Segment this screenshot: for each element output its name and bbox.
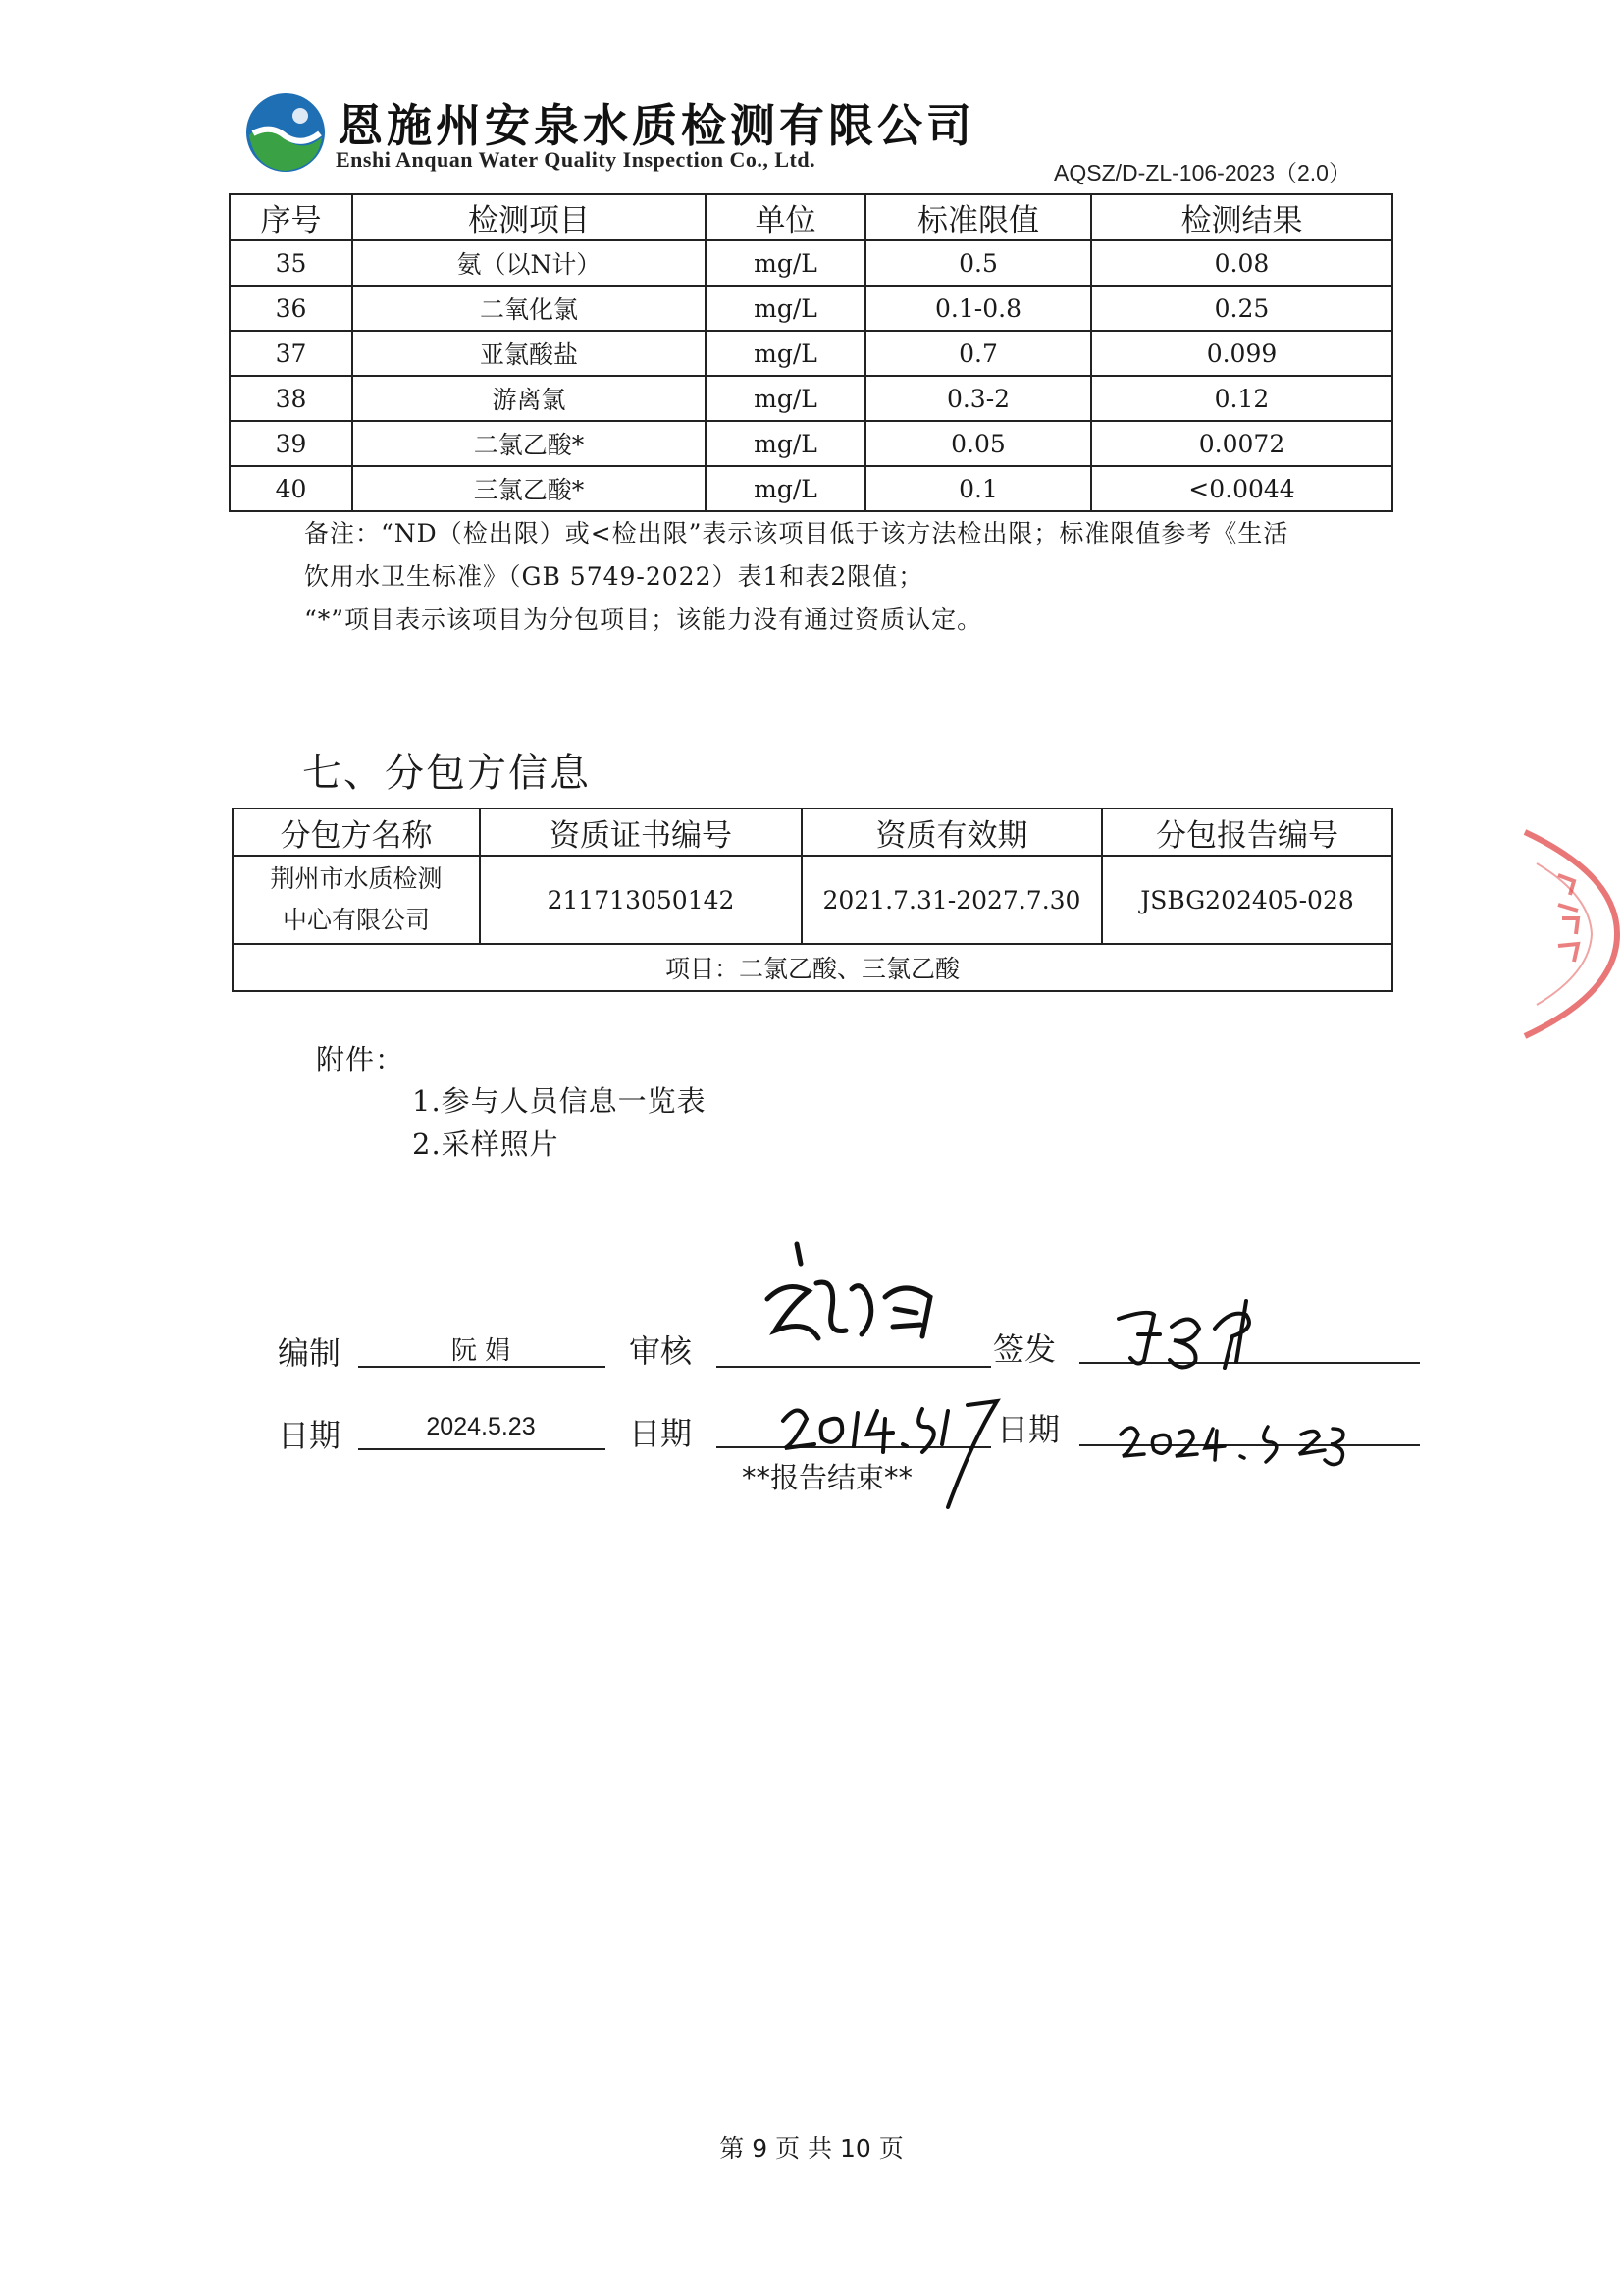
sub-name-line-2: 中心有限公司 bbox=[282, 906, 430, 934]
header-validity: 资质有效期 bbox=[802, 809, 1102, 856]
review-date-label: 日期 bbox=[629, 1415, 693, 1452]
page-footer: 第 9 页 共 10 页 bbox=[719, 2134, 904, 2163]
cell-result: 0.12 bbox=[1091, 376, 1392, 421]
attachment-item: 2.采样照片 bbox=[412, 1127, 559, 1161]
reviewer-signature-icon bbox=[738, 1240, 973, 1378]
issuer-signature-icon bbox=[1109, 1289, 1285, 1378]
subcontract-header-row bbox=[233, 809, 1392, 856]
attachment-item: 1.参与人员信息一览表 bbox=[412, 1084, 707, 1118]
cell-unit: mg/L bbox=[706, 376, 865, 421]
header-cert-no: 资质证书编号 bbox=[480, 809, 802, 856]
issue-label: 签发 bbox=[993, 1331, 1057, 1368]
issue-date-label: 日期 bbox=[997, 1411, 1061, 1448]
table-row bbox=[233, 856, 1392, 944]
sub-name-line-1: 荆州市水质检测 bbox=[270, 864, 443, 893]
cell-report-no: JSBG202405-028 bbox=[1102, 856, 1392, 944]
document-code: AQSZ/D-ZL-106-2023（2.0） bbox=[1054, 160, 1351, 185]
cell-unit: mg/L bbox=[706, 466, 865, 511]
cell-index: 38 bbox=[230, 376, 352, 421]
cell-unit: mg/L bbox=[706, 331, 865, 376]
note-line-2: 饮用水卫生标准》（GB 5749-2022）表1和表2限值； bbox=[304, 562, 924, 591]
table-row bbox=[230, 376, 1392, 421]
table-row bbox=[230, 286, 1392, 331]
company-name-cn: 恩施州安泉水质检测有限公司 bbox=[338, 99, 975, 152]
header-item: 检测项目 bbox=[352, 194, 706, 240]
cell-item: 游离氯 bbox=[352, 376, 706, 421]
cell-index: 35 bbox=[230, 240, 352, 286]
table-row bbox=[230, 466, 1392, 511]
header-result: 检测结果 bbox=[1091, 194, 1392, 240]
note-line-1: 备注：“ND（检出限）或<检出限”表示该项目低于该方法检出限；标准限值参考《生活 bbox=[304, 519, 1289, 548]
header-sub-name: 分包方名称 bbox=[233, 809, 480, 856]
cell-item: 三氯乙酸* bbox=[352, 466, 706, 511]
header-limit: 标准限值 bbox=[865, 194, 1091, 240]
table-row bbox=[230, 331, 1392, 376]
cell-result: 0.099 bbox=[1091, 331, 1392, 376]
cell-limit: 0.3-2 bbox=[865, 376, 1091, 421]
attachments-label: 附件： bbox=[316, 1043, 405, 1076]
company-name-en: Enshi Anquan Water Quality Inspection Co., Ltd. bbox=[336, 147, 816, 172]
subcontract-table bbox=[232, 808, 1393, 992]
cell-result: <0.0044 bbox=[1091, 466, 1392, 511]
cell-unit: mg/L bbox=[706, 240, 865, 286]
cell-item: 亚氯酸盐 bbox=[352, 331, 706, 376]
cell-result: 0.08 bbox=[1091, 240, 1392, 286]
subcontract-section-title: 七、分包方信息 bbox=[302, 751, 591, 796]
cell-items: 项目：二氯乙酸、三氯乙酸 bbox=[233, 944, 1392, 991]
cell-result: 0.0072 bbox=[1091, 421, 1392, 466]
table-row bbox=[230, 240, 1392, 286]
header-index: 序号 bbox=[230, 194, 352, 240]
table-row bbox=[233, 944, 1392, 991]
compile-date: 2024.5.23 bbox=[426, 1413, 536, 1440]
cell-item: 二氧化氯 bbox=[352, 286, 706, 331]
cell-sub-name bbox=[233, 856, 480, 944]
company-logo-icon bbox=[243, 90, 328, 175]
header-unit: 单位 bbox=[706, 194, 865, 240]
cell-limit: 0.1-0.8 bbox=[865, 286, 1091, 331]
compile-label: 编制 bbox=[278, 1334, 341, 1372]
results-header-row bbox=[230, 194, 1392, 240]
issue-date-handwritten-icon bbox=[1115, 1409, 1370, 1478]
header-report-no: 分包报告编号 bbox=[1102, 809, 1392, 856]
cell-limit: 0.05 bbox=[865, 421, 1091, 466]
cell-item: 二氯乙酸* bbox=[352, 421, 706, 466]
review-label: 审核 bbox=[629, 1332, 693, 1370]
compile-date-label: 日期 bbox=[278, 1417, 341, 1454]
cell-validity: 2021.7.31-2027.7.30 bbox=[802, 856, 1102, 944]
cell-limit: 0.7 bbox=[865, 331, 1091, 376]
table-row bbox=[230, 421, 1392, 466]
cell-item: 氨（以N计） bbox=[352, 240, 706, 286]
cell-index: 36 bbox=[230, 286, 352, 331]
cell-result: 0.25 bbox=[1091, 286, 1392, 331]
cell-cert-no: 211713050142 bbox=[480, 856, 802, 944]
cell-index: 39 bbox=[230, 421, 352, 466]
seal-stamp-icon bbox=[1519, 816, 1623, 1052]
report-end-marker: **报告结束** bbox=[742, 1461, 914, 1494]
cell-unit: mg/L bbox=[706, 421, 865, 466]
results-table bbox=[229, 193, 1393, 512]
compiler-name: 阮 娟 bbox=[450, 1336, 511, 1366]
cell-index: 37 bbox=[230, 331, 352, 376]
cell-limit: 0.5 bbox=[865, 240, 1091, 286]
compile-signature-line bbox=[358, 1366, 605, 1368]
compile-date-line bbox=[358, 1448, 605, 1450]
cell-unit: mg/L bbox=[706, 286, 865, 331]
note-line-3: “*”项目表示该项目为分包项目；该能力没有通过资质认定。 bbox=[304, 605, 983, 634]
cell-index: 40 bbox=[230, 466, 352, 511]
cell-limit: 0.1 bbox=[865, 466, 1091, 511]
